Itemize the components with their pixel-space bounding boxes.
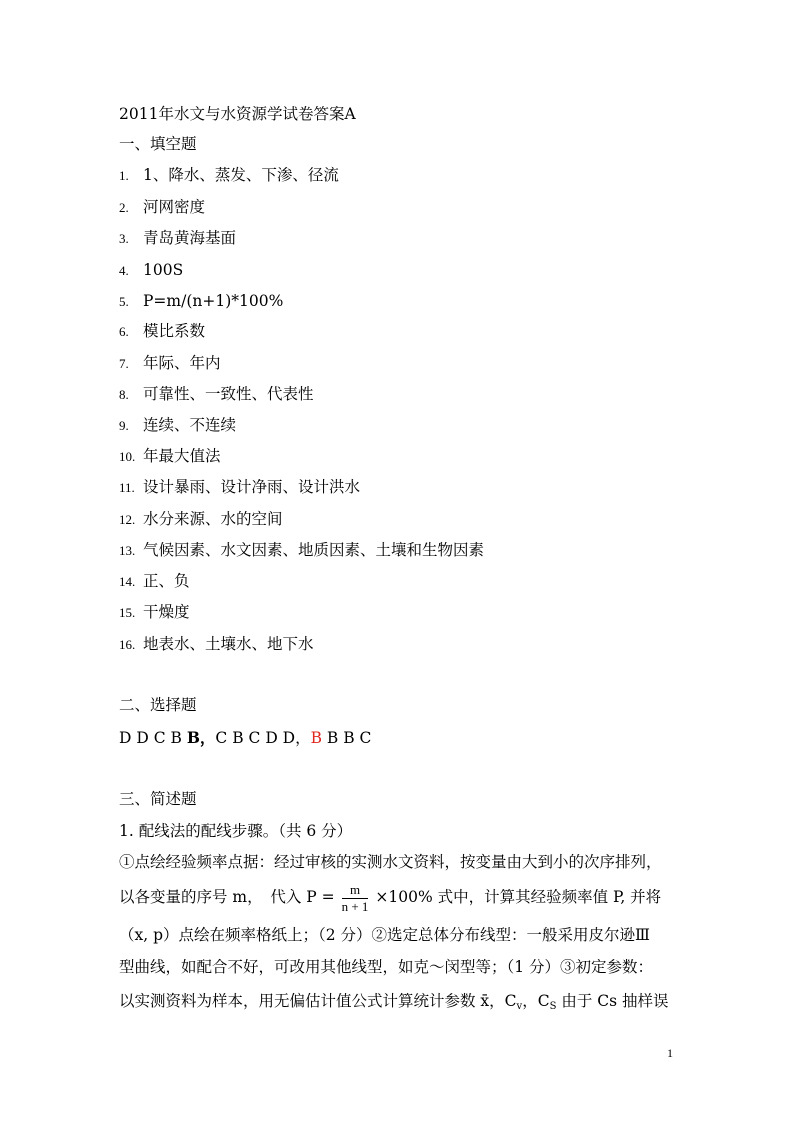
answer-paragraph-line-5 [119,991,669,1017]
item-number: 6. [119,324,129,339]
item-number: 3. [119,231,129,246]
params-text-c: 由于 Cs 抽样误 [556,992,669,1010]
answer-paragraph-line-2 [119,880,661,915]
item-answer-text: P=m/(n+1)*100% [143,292,284,310]
item-number: 15. [119,605,136,620]
section3-heading: 三、简述题 [119,790,197,808]
choice-answers-part1: D D C B [119,729,187,747]
fill-blank-item [119,477,360,498]
formula-lead-text: 以各变量的序号 m， 代入 P = [119,888,335,906]
item-number: 8. [119,387,129,402]
fill-blank-item [119,602,190,623]
answer-paragraph-line-1: ①点绘经验频率点据：经过审核的实测水文资料，按变量由大到小的次序排列， [119,853,662,871]
item-answer-text: 年际、年内 [143,354,221,372]
item-number: 13. [119,543,136,558]
item-number: 10. [119,449,136,464]
choice-answers [119,728,371,748]
choice-answers-part3: B B C [322,729,372,747]
fill-blank-item [119,260,183,281]
choice-answers-bold: B， [186,728,216,747]
fill-blank-item [119,197,205,218]
fill-blank-item [119,634,314,655]
section1-heading: 一、填空题 [119,135,197,153]
item-answer-text: 100S [143,261,184,279]
fraction-numerator: m [342,882,369,899]
item-answer-text: 设计暴雨、设计净雨、设计洪水 [143,478,361,496]
params-text-b: ，C [522,992,550,1010]
item-answer-text: 青岛黄海基面 [143,229,237,247]
cv-subscript: v [516,1001,523,1012]
item-number: 4. [119,263,129,278]
item-answer-text: 正、负 [143,572,190,590]
choice-answers-part2: C B C D D， [215,729,311,747]
item-answer-text: 年最大值法 [143,447,221,465]
empirical-frequency-fraction [342,882,369,915]
cs-subscript: S [549,1001,557,1012]
fill-blank-item [119,384,314,405]
item-answer-text: 水分来源、水的空间 [143,510,283,528]
fill-blank-item [119,321,205,342]
fraction-denominator: n + 1 [341,898,369,914]
section2-heading: 二、选择题 [119,696,197,714]
item-number: 5. [119,294,129,309]
params-text-a: 以实测资料为样本，用无偏估计值公式计算统计参数 x̄，C [119,992,517,1010]
formula-trail-text: ×100% 式中，计算其经验频率值 P, 并将 [375,888,662,906]
item-number: 11. [119,480,135,495]
item-number: 1. [119,168,129,183]
item-number: 16. [119,637,136,652]
fill-blank-item [119,291,283,312]
choice-answer-highlighted: B [310,729,322,747]
item-number: 14. [119,574,136,589]
fill-blank-item [119,509,283,530]
item-answer-text: 河网密度 [143,198,206,216]
fill-blank-item [119,165,339,186]
item-answer-text: 气候因素、水文因素、地质因素、土壤和生物因素 [143,541,485,559]
fill-blank-item [119,353,221,374]
fill-blank-item [119,446,221,467]
page-number: 1 [667,1046,673,1060]
question1-title: 1. 配线法的配线步骤。（共 6 分） [119,822,353,840]
item-answer-text: 连续、不连续 [143,416,237,434]
answer-paragraph-line-3: （x, p）点绘在频率格纸上；（2 分）②选定总体分布线型：一般采用皮尔逊Ⅲ [119,926,651,944]
fill-blank-item [119,228,236,249]
item-number: 2. [119,200,129,215]
item-answer-text: 地表水、土壤水、地下水 [143,635,314,653]
fill-blank-item [119,540,484,561]
item-number: 12. [119,512,136,527]
item-answer-text: 1、降水、蒸发、下渗、径流 [143,166,339,184]
document-title: 2011年水文与水资源学试卷答案A [119,105,356,123]
item-number: 7. [119,356,129,371]
item-answer-text: 可靠性、一致性、代表性 [143,385,314,403]
item-answer-text: 模比系数 [143,322,206,340]
item-answer-text: 干燥度 [143,603,190,621]
answer-paragraph-line-4: 型曲线，如配合不好，可改用其他线型，如克～闵型等；（1 分）③初定参数： [119,958,654,976]
fill-blank-item [119,415,236,436]
item-number: 9. [119,418,129,433]
fill-blank-item [119,571,190,592]
